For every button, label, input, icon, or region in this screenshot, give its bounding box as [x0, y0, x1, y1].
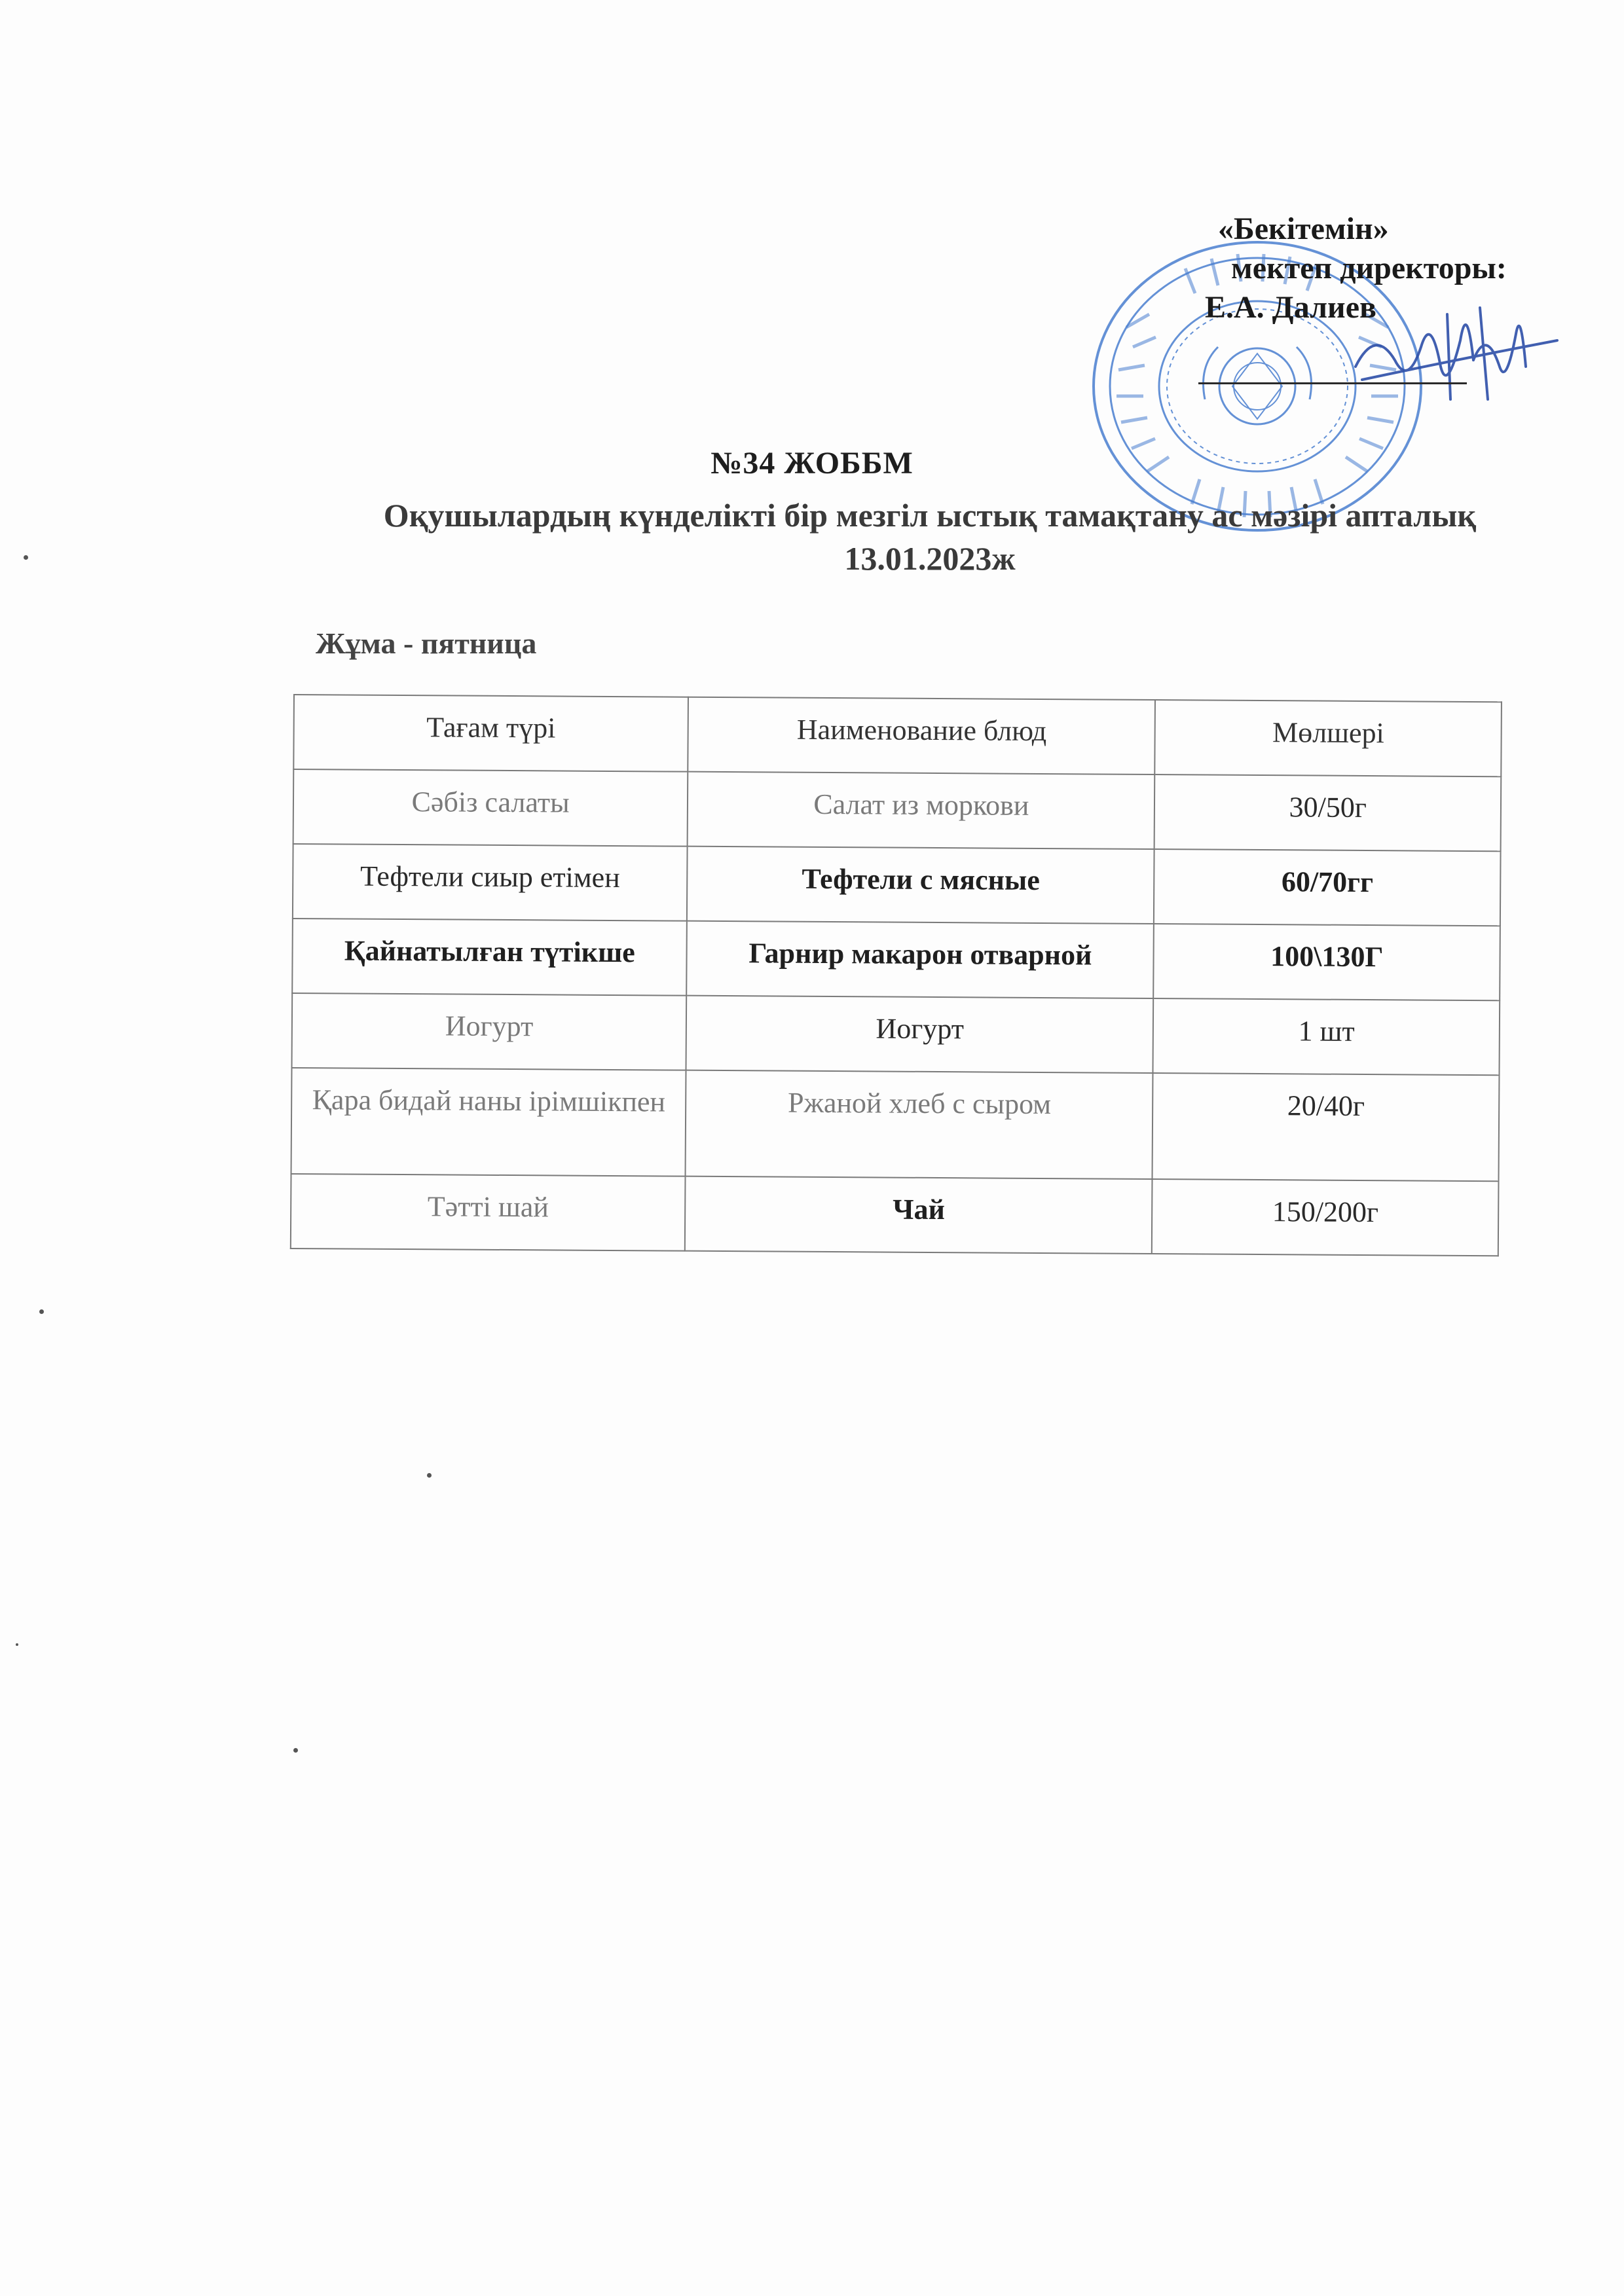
cell-dish-name: Тефтели с мясные — [687, 847, 1154, 924]
header-portion: Мөлшері — [1155, 700, 1502, 776]
header-dish-name: Наименование блюд — [688, 697, 1156, 774]
school-title: №34 ЖОББМ — [710, 446, 913, 481]
approval-heading: «Бекітемін» — [1218, 211, 1389, 246]
menu-table — [290, 694, 1502, 1256]
table-row — [293, 844, 1501, 926]
table-header-row — [293, 695, 1502, 776]
cell-dish-type: Сәбіз салаты — [293, 769, 688, 847]
cell-dish-type: Қара бидай наны ірімшікпен — [291, 1068, 686, 1176]
table-row — [291, 1068, 1500, 1181]
header-dish-type: Тағам түрі — [293, 695, 688, 772]
menu-date: 13.01.2023ж — [844, 540, 1016, 577]
cell-dish-name: Ржаной хлеб с сыром — [686, 1070, 1153, 1179]
cell-dish-name: Салат из моркови — [688, 772, 1155, 849]
table-row — [293, 769, 1502, 851]
scan-speck — [16, 1643, 18, 1646]
cell-dish-type: Иогурт — [292, 993, 687, 1070]
cell-dish-type: Тәтті шай — [291, 1174, 686, 1251]
scan-speck — [24, 555, 28, 560]
cell-portion: 60/70гг — [1154, 849, 1500, 926]
cell-dish-name: Гарнир макарон отварной — [686, 921, 1154, 998]
scan-speck — [39, 1309, 44, 1314]
menu-title-block — [314, 494, 1545, 580]
table-row — [292, 919, 1500, 1000]
scan-speck — [427, 1473, 432, 1478]
cell-dish-name: Иогурт — [686, 996, 1154, 1073]
signature-line — [1198, 382, 1467, 384]
approval-block — [1205, 210, 1507, 327]
cell-portion: 100\130Г — [1154, 924, 1500, 1000]
approval-name: Е.А. Далиев — [1205, 290, 1376, 325]
table-row — [291, 1174, 1499, 1256]
cell-dish-type: Тефтели сиыр етімен — [293, 844, 688, 921]
approval-position: мектеп директоры: — [1231, 251, 1507, 285]
scan-speck — [293, 1748, 298, 1753]
cell-portion: 1 шт — [1153, 998, 1500, 1075]
cell-dish-name: Чай — [685, 1176, 1153, 1254]
cell-portion: 150/200г — [1152, 1179, 1498, 1256]
cell-portion: 20/40г — [1153, 1073, 1500, 1181]
cell-portion: 30/50г — [1154, 774, 1501, 851]
day-label: Жұма - пятница — [316, 627, 537, 660]
menu-title: Оқушылардың күнделікті бір мезгіл ыстық тамақтану ас мәзірі апталық — [383, 497, 1477, 534]
table-row — [292, 993, 1500, 1075]
cell-dish-type: Қайнатылған түтікше — [292, 919, 687, 996]
